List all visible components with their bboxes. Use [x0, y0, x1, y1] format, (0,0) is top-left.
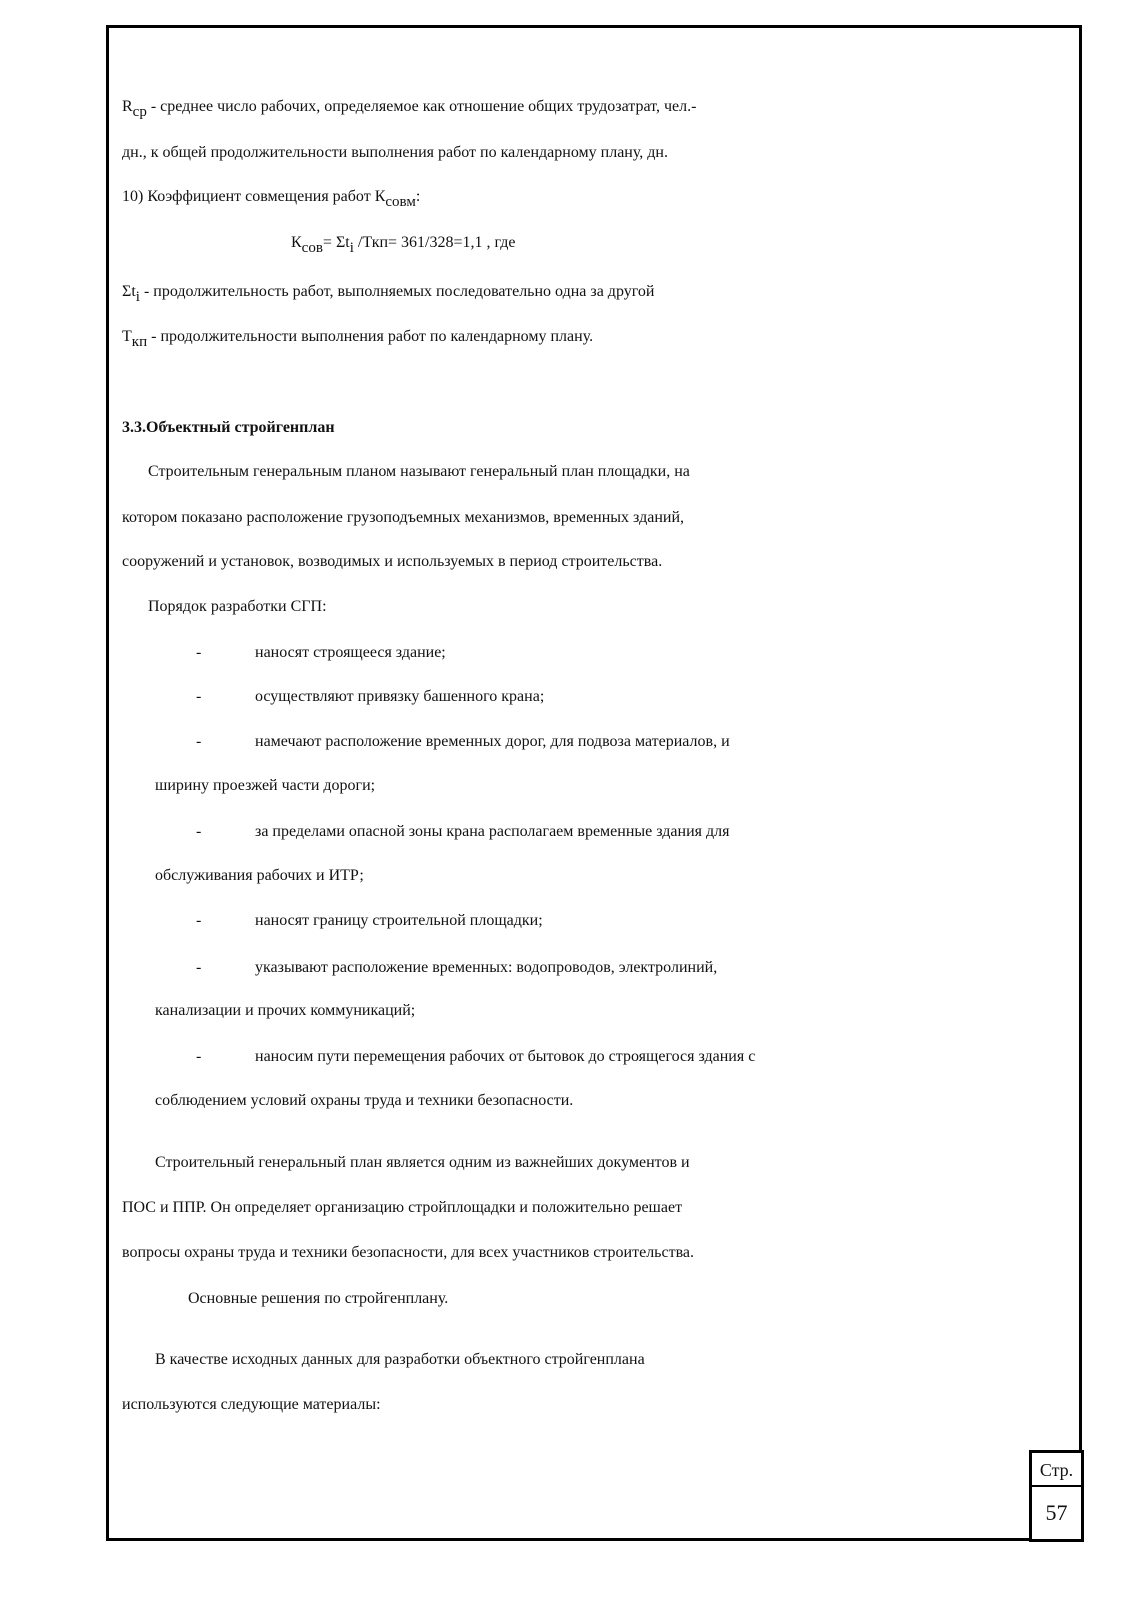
para1-line1: Строительным генеральным планом называют генеральный план площадки, на: [148, 463, 690, 480]
rcp-definition: $R_{ср}$ - среднее число рабочих, определяемое как отношение общих трудозатрат, чел.-: [122, 98, 697, 120]
para2-line2: ПОС и ППР. Он определяет организацию стройплощадки и положительно решает: [122, 1199, 683, 1216]
list-dash: -: [196, 912, 202, 929]
list-item: наносят границу строительной площадки;: [255, 912, 543, 929]
para4-line1: В качестве исходных данных для разработки объектного стройгенплана: [155, 1351, 645, 1368]
para1-line3: сооружений и установок, возводимых и используемых в период строительства.: [122, 553, 663, 570]
list-item-cont: канализации и прочих коммуникаций;: [155, 1002, 416, 1019]
section-heading: 3.3.Объектный стройгенплан: [122, 419, 335, 436]
page-number: 57: [1045, 1500, 1068, 1525]
list-dash: -: [196, 733, 202, 750]
list-item: намечают расположение временных дорог, для подвоза материалов, и: [255, 733, 730, 750]
list-item: осуществляют привязку башенного крана;: [255, 688, 545, 705]
page-label: Стр.: [1032, 1453, 1081, 1487]
formula: $К_{сов}= \Sigma t_i$ /Ткп= 361/328=1,1 , где: [291, 234, 516, 256]
item-10: 10) Коэффициент совмещения работ $К_{совм}$:: [122, 188, 421, 210]
para1-line2: котором показано расположение грузоподъемных механизмов, временных зданий,: [122, 509, 684, 526]
para2-line3: вопросы охраны труда и техники безопасности, для всех участников строительства.: [122, 1244, 695, 1261]
sum-t-definition: $\Sigma t_i$ - продолжительность работ, выполняемых последовательно одна за другой: [122, 283, 655, 305]
para4-line2: используются следующие материалы:: [122, 1396, 381, 1413]
tkp-definition: $Т_{кп}$ - продолжительности выполнения работ по календарному плану.: [122, 328, 594, 350]
para3: Основные решения по стройгенплану.: [188, 1290, 449, 1307]
list-dash: -: [196, 1048, 202, 1065]
list-dash: -: [196, 644, 202, 661]
page-number-stamp: [1029, 1450, 1084, 1542]
list-item-cont: соблюдением условий охраны труда и техники безопасности.: [155, 1092, 574, 1109]
list-item: наносим пути перемещения рабочих от бытовок до строящегося здания с: [255, 1048, 756, 1065]
list-item: за пределами опасной зоны крана располагаем временные здания для: [255, 823, 730, 840]
order-title: Порядок разработки СГП:: [148, 598, 327, 615]
rcp-definition-cont: дн., к общей продолжительности выполнения работ по календарному плану, дн.: [122, 144, 668, 161]
list-item-cont: обслуживания рабочих и ИТР;: [155, 867, 364, 884]
list-item: указывают расположение временных: водопроводов, электролиний,: [255, 959, 718, 976]
para2-line1: Строительный генеральный план является одним из важнейших документов и: [155, 1154, 690, 1171]
list-dash: -: [196, 688, 202, 705]
list-item-cont: ширину проезжей части дороги;: [155, 777, 376, 794]
list-dash: -: [196, 959, 202, 976]
list-item: наносят строящееся здание;: [255, 644, 446, 661]
list-dash: -: [196, 823, 202, 840]
